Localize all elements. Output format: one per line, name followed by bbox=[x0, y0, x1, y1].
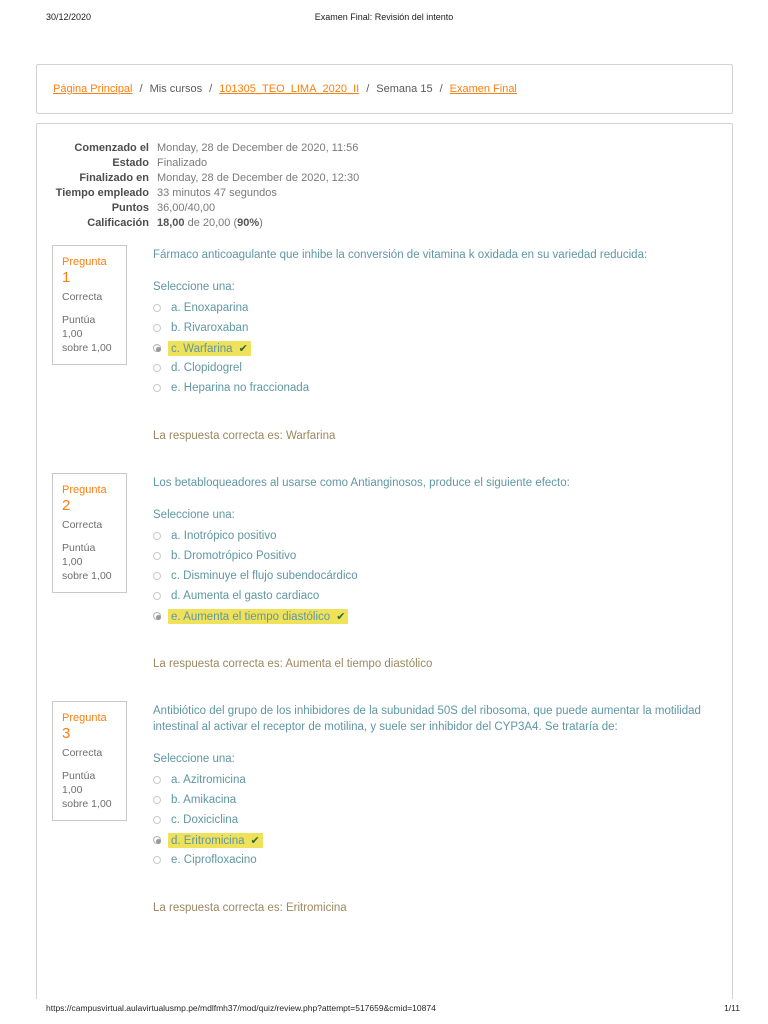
question-points: Puntúa 1,00 sobre 1,00 bbox=[62, 542, 112, 582]
attempt-summary-table bbox=[52, 141, 717, 231]
breadcrumb-separator: / bbox=[139, 83, 143, 95]
option-radio[interactable] bbox=[153, 592, 161, 600]
summary-label: Tiempo empleado bbox=[55, 187, 149, 199]
options-list bbox=[153, 770, 717, 870]
answer-option[interactable] bbox=[153, 770, 717, 790]
answer-option[interactable] bbox=[153, 810, 717, 830]
answer-option[interactable] bbox=[153, 338, 717, 358]
correct-answer-feedback: La respuesta correcta es: Warfarina bbox=[153, 430, 336, 442]
question-block bbox=[52, 701, 717, 916]
breadcrumb-separator: / bbox=[366, 83, 370, 95]
question-points: Puntúa 1,00 sobre 1,00 bbox=[62, 314, 112, 354]
answer-option[interactable] bbox=[153, 526, 717, 546]
option-radio[interactable] bbox=[153, 344, 161, 352]
print-url: https://campusvirtual.aulavirtualusmp.pe/mdlfmh37/mod/quiz/review.php?attempt=517659&cmid=10874 bbox=[46, 1003, 436, 1013]
question-status: Correcta bbox=[62, 519, 103, 531]
summary-grade-value: 18,00 de 20,00 (90%) bbox=[157, 217, 263, 229]
print-date: 30/12/2020 bbox=[46, 12, 92, 22]
summary-label: Puntos bbox=[111, 202, 149, 214]
option-radio[interactable] bbox=[153, 304, 161, 312]
question-points: Puntúa 1,00 sobre 1,00 bbox=[62, 770, 112, 810]
breadcrumb-separator: / bbox=[209, 83, 213, 95]
option-radio[interactable] bbox=[153, 324, 161, 332]
correct-check-icon: ✔ bbox=[336, 610, 346, 623]
summary-label: Calificación bbox=[87, 217, 149, 229]
option-radio[interactable] bbox=[153, 384, 161, 392]
question-number: Pregunta 2 bbox=[62, 484, 107, 514]
answer-option[interactable] bbox=[153, 566, 717, 586]
answer-option[interactable] bbox=[153, 850, 717, 870]
answer-option[interactable] bbox=[153, 790, 717, 810]
question-status: Correcta bbox=[62, 747, 103, 759]
correct-check-icon: ✔ bbox=[250, 834, 260, 847]
breadcrumb bbox=[36, 64, 733, 114]
option-label: e. Aumenta el tiempo diastólico bbox=[171, 610, 331, 623]
option-radio[interactable] bbox=[153, 796, 161, 804]
breadcrumb-link-exam[interactable]: Examen Final bbox=[449, 83, 517, 95]
answer-option[interactable] bbox=[153, 830, 717, 850]
option-label: b. Dromotrópico Positivo bbox=[171, 550, 297, 562]
question-block bbox=[52, 473, 717, 672]
answer-option[interactable] bbox=[153, 586, 717, 606]
option-label: a. Enoxaparina bbox=[171, 302, 249, 314]
question-info-box bbox=[52, 701, 127, 821]
page-number: 1/11 bbox=[724, 1003, 740, 1013]
summary-value: Monday, 28 de December de 2020, 11:56 bbox=[157, 142, 359, 154]
summary-label: Finalizado en bbox=[79, 172, 149, 184]
summary-label: Estado bbox=[112, 157, 149, 169]
question-info-box bbox=[52, 473, 127, 593]
option-label: d. Clopidogrel bbox=[171, 362, 242, 374]
option-label: c. Doxiciclina bbox=[171, 814, 239, 826]
option-radio[interactable] bbox=[153, 532, 161, 540]
option-radio[interactable] bbox=[153, 836, 161, 844]
answer-option[interactable] bbox=[153, 298, 717, 318]
option-radio[interactable] bbox=[153, 612, 161, 620]
breadcrumb-separator: / bbox=[439, 83, 443, 95]
option-radio[interactable] bbox=[153, 776, 161, 784]
correct-answer-feedback: La respuesta correcta es: Eritromicina bbox=[153, 902, 347, 914]
question-prompt: Seleccione una: bbox=[153, 753, 235, 765]
breadcrumb-link-course[interactable]: 101305_TEO_LIMA_2020_II bbox=[219, 83, 360, 95]
option-label: b. Rivaroxaban bbox=[171, 322, 249, 334]
option-label: c. Warfarina bbox=[171, 342, 233, 355]
summary-label: Comenzado el bbox=[74, 142, 149, 154]
question-prompt: Seleccione una: bbox=[153, 509, 235, 521]
question-block bbox=[52, 245, 717, 444]
correct-answer-feedback: La respuesta correcta es: Aumenta el tiempo diastólico bbox=[153, 658, 433, 670]
question-text: Antibiótico del grupo de los inhibidores de la subunidad 50S del ribosoma, que puede aumentar la motilidad intestinal al activar el receptor de motilina, y suele ser inhibidor del CYP3A4. Se trataría de: bbox=[153, 705, 701, 733]
answer-option[interactable] bbox=[153, 606, 717, 626]
option-label: d. Aumenta el gasto cardiaco bbox=[171, 590, 320, 602]
answer-option[interactable] bbox=[153, 318, 717, 338]
option-label: e. Ciprofloxacino bbox=[171, 854, 257, 866]
breadcrumb-item-mis-cursos: Mis cursos bbox=[149, 83, 203, 95]
option-label: e. Heparina no fraccionada bbox=[171, 382, 310, 394]
option-label: d. Eritromicina bbox=[171, 834, 245, 847]
summary-value: 36,00/40,00 bbox=[157, 202, 216, 214]
quiz-review-panel bbox=[36, 123, 733, 999]
option-label: c. Disminuye el flujo subendocárdico bbox=[171, 570, 358, 582]
breadcrumb-link-home[interactable]: Página Principal bbox=[53, 83, 133, 95]
summary-value: Monday, 28 de December de 2020, 12:30 bbox=[157, 172, 360, 184]
option-radio[interactable] bbox=[153, 572, 161, 580]
option-radio[interactable] bbox=[153, 816, 161, 824]
option-radio[interactable] bbox=[153, 364, 161, 372]
question-number: Pregunta 3 bbox=[62, 712, 107, 742]
answer-option[interactable] bbox=[153, 546, 717, 566]
question-text: Los betabloqueadores al usarse como Antianginosos, produce el siguiente efecto: bbox=[153, 477, 570, 489]
option-label: a. Azitromicina bbox=[171, 774, 246, 786]
question-info-box bbox=[52, 245, 127, 365]
breadcrumb-item-semana: Semana 15 bbox=[376, 83, 433, 95]
option-radio[interactable] bbox=[153, 552, 161, 560]
correct-check-icon: ✔ bbox=[238, 342, 248, 355]
option-radio[interactable] bbox=[153, 856, 161, 864]
print-header bbox=[46, 12, 722, 22]
print-footer bbox=[46, 1003, 740, 1013]
option-label: a. Inotrópico positivo bbox=[171, 530, 277, 542]
options-list bbox=[153, 526, 717, 626]
question-text: Fármaco anticoagulante que inhibe la conversión de vitamina k oxidada en su variedad reducida: bbox=[153, 249, 648, 261]
summary-value: 33 minutos 47 segundos bbox=[157, 187, 277, 199]
option-label: b. Amikacina bbox=[171, 794, 237, 806]
answer-option[interactable] bbox=[153, 358, 717, 378]
answer-option[interactable] bbox=[153, 378, 717, 398]
summary-value: Finalizado bbox=[157, 157, 208, 169]
question-number: Pregunta 1 bbox=[62, 256, 107, 286]
question-prompt: Seleccione una: bbox=[153, 281, 235, 293]
print-title: Examen Final: Revisión del intento bbox=[314, 12, 454, 22]
options-list bbox=[153, 298, 717, 398]
question-status: Correcta bbox=[62, 291, 103, 303]
